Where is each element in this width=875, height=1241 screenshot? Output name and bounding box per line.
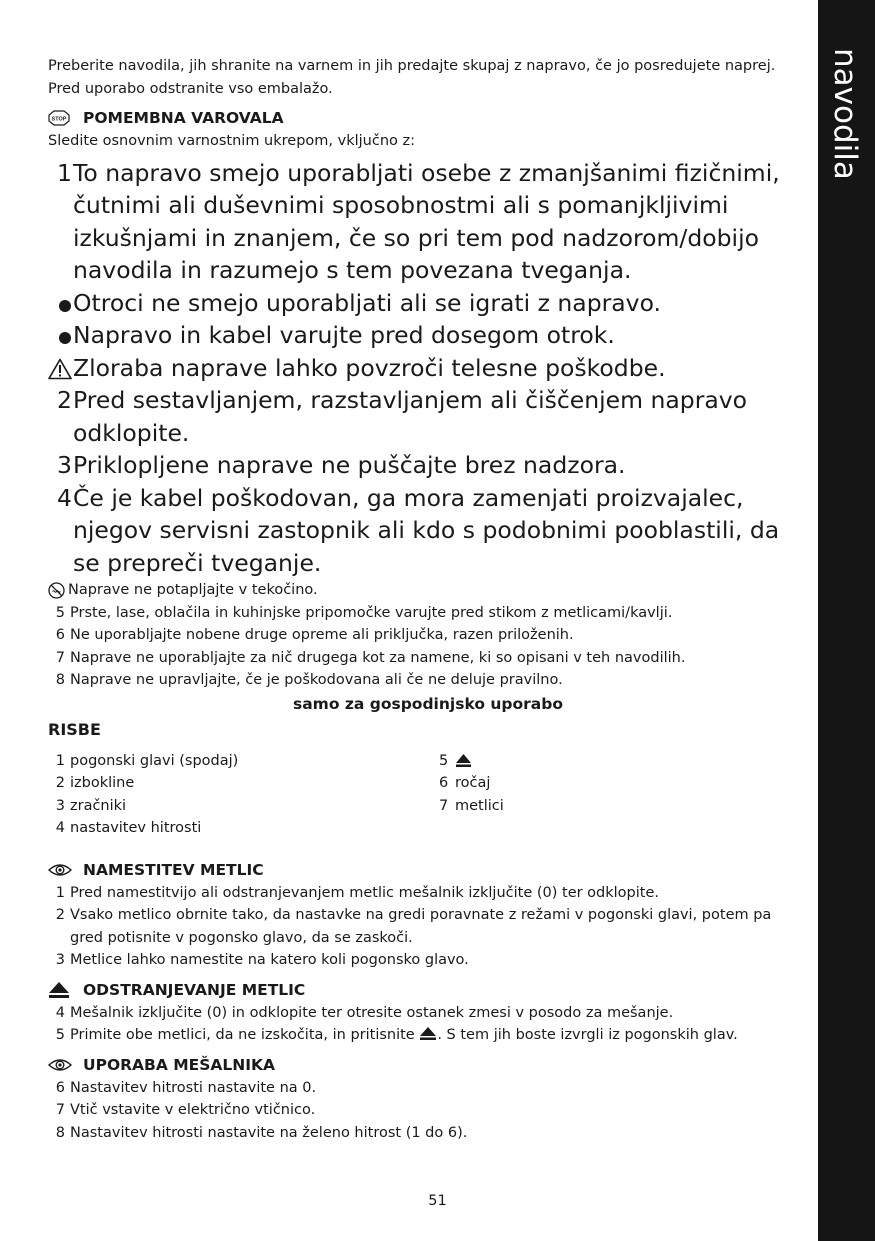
item-text-after: . S tem jih boste izvrgli iz pogonskih glav. (437, 1027, 738, 1043)
item-text: Ne uporabljajte nobene druge opreme ali priključka, razen priloženih. (70, 627, 574, 643)
item-number: 8 (55, 672, 65, 688)
usage-title: UPORABA MEŠALNIKA (83, 1055, 276, 1074)
item-number: 8 (55, 1124, 65, 1141)
list-item (48, 882, 808, 905)
bullet-icon (48, 319, 72, 345)
item-text: Nastavitev hitrosti nastavite na želeno hitrost (1 do 6). (70, 1124, 468, 1141)
removal-title: ODSTRANJEVANJE METLIC (83, 980, 306, 999)
bullet-icon (48, 287, 72, 313)
list-item (48, 1077, 808, 1100)
immersion-note-text: Naprave ne potapljajte v tekočino. (68, 582, 318, 598)
safety-heading (48, 106, 808, 130)
page-number: 51 (428, 1193, 447, 1209)
legend-item (48, 817, 439, 840)
item-text: To napravo smejo uporabljati osebe z zmanjšanimi fizičnimi, čutnimi ali duševnimi sposobnostmi ali s pomanjkljivimi izkušnjami in znanjem, če so pri tem pod nadzorom/dobijo navodila in razumejo s tem povezana tveganja. (73, 158, 780, 284)
item-number: 6 (55, 627, 65, 643)
safety-title: POMEMBNA VAROVALA (83, 109, 284, 127)
removal-heading (48, 978, 808, 1002)
item-number: 6 (439, 775, 449, 791)
fitting-title: NAMESTITEV METLIC (83, 860, 264, 879)
legend-item (439, 772, 808, 795)
item-number: 7 (55, 1102, 65, 1118)
legend-item (48, 772, 439, 795)
removal-list (48, 1002, 808, 1047)
immersion-note (48, 579, 808, 602)
list-item (48, 482, 808, 580)
svg-text:STOP: STOP (51, 116, 67, 123)
no-immersion-icon (48, 579, 68, 599)
item-text: Zloraba naprave lahko povzroči telesne poškodbe. (73, 353, 666, 382)
legend-item (48, 795, 439, 818)
item-number: 1 (55, 884, 65, 901)
fitting-list (48, 882, 808, 972)
item-text: Metlice lahko namestite na katero koli pogonsko glavo. (70, 952, 469, 968)
item-text: Če je kabel poškodovan, ga mora zamenjati proizvajalec, njegov servisni zastopnik ali kdo s podobnimi pooblastili, da se prepreči tveganje. (73, 483, 780, 577)
list-item (48, 157, 808, 287)
usage-list (48, 1077, 808, 1145)
item-text: pogonski glavi (spodaj) (70, 752, 239, 769)
side-tab-label: navodila (827, 48, 863, 180)
item-number: 5 (55, 604, 65, 621)
item-number: 2 (57, 386, 72, 414)
eject-icon (48, 981, 72, 999)
item-text-before: Primite obe metlici, da ne izskočita, in pritisnite (70, 1027, 415, 1043)
item-text: Prste, lase, oblačila in kuhinjske pripomočke varujte pred stikom z metlicami/kavlji. (70, 604, 673, 621)
risbe-left-column (48, 750, 439, 840)
eject-icon (455, 750, 472, 768)
item-text: Vtič vstavite v električno vtičnico. (70, 1102, 316, 1118)
item-number: 2 (55, 907, 65, 923)
list-item (48, 904, 808, 949)
item-text: Naprave ne upravljajte, če je poškodovana ali če ne deluje pravilno. (70, 672, 563, 688)
eye-icon (48, 863, 72, 877)
item-text: Vsako metlico obrnite tako, da nastavke na gredi poravnate z režami v pogonski glavi, potem pa gred potisnite v pogonsko glavo, da se zaskoči. (70, 907, 772, 946)
safety-subtitle: Sledite osnovnim varnostnim ukrepom, vključno z: (48, 133, 415, 149)
legend-item (439, 750, 808, 773)
item-text: zračniki (70, 797, 127, 814)
page-content (48, 55, 808, 1144)
item-number: 2 (55, 775, 65, 791)
item-text: Naprave ne uporabljajte za nič drugega kot za namene, ki so opisani v teh navodilih. (70, 649, 686, 666)
fitting-heading (48, 858, 808, 882)
list-item (48, 384, 808, 449)
eye-icon (48, 1058, 72, 1072)
safety-large-list (48, 157, 808, 580)
list-item (48, 624, 808, 647)
item-text: Napravo in kabel varujte pred dosegom otrok. (73, 321, 615, 349)
risbe-right-column (439, 750, 808, 840)
item-number: 7 (439, 797, 449, 814)
intro-text: Preberite navodila, jih shranite na varnem in jih predajte skupaj z napravo, če jo posredujete naprej. Pred uporabo odstranite vso embalažo. (48, 58, 776, 97)
item-number: 3 (57, 451, 72, 479)
item-number: 5 (439, 752, 449, 769)
list-item (48, 449, 808, 482)
item-number: 4 (55, 820, 65, 836)
list-item (48, 669, 808, 692)
list-item (48, 1099, 808, 1122)
item-number: 6 (55, 1079, 65, 1096)
list-item (48, 319, 808, 352)
item-text: Pred namestitvijo ali odstranjevanjem metlic mešalnik izključite (0) ter odklopite. (70, 884, 660, 901)
risbe-legend (48, 750, 808, 840)
list-item (48, 1002, 808, 1025)
warning-icon (48, 352, 72, 380)
usage-heading (48, 1053, 808, 1077)
item-text: Otroci ne smejo uporabljati ali se igrati z napravo. (73, 288, 662, 317)
item-text: Pred sestavljanjem, razstavljanjem ali čiščenjem napravo odklopite. (73, 386, 748, 447)
safety-small-list (48, 602, 808, 692)
eject-icon (419, 1026, 437, 1041)
item-text: Mešalnik izklјučite (0) in odklopite ter otresite ostanek zmesi v posodo za mešanje. (70, 1004, 674, 1021)
item-number: 4 (55, 1004, 65, 1021)
item-number: 1 (55, 752, 65, 769)
list-item (48, 1122, 808, 1145)
item-number: 1 (57, 158, 72, 187)
item-text: nastavitev hitrosti (70, 820, 202, 836)
item-text: Priklopljene naprave ne puščajte brez nadzora. (73, 451, 626, 479)
list-item (48, 352, 808, 385)
item-text: Nastavitev hitrosti nastavite na 0. (70, 1079, 317, 1096)
list-item (48, 1024, 808, 1047)
item-number: 4 (57, 483, 72, 512)
list-item (48, 647, 808, 670)
list-item (48, 287, 808, 320)
stop-icon (48, 110, 72, 126)
list-item (48, 949, 808, 972)
household-only-note: samo za gospodinjsko uporabo (292, 694, 564, 713)
item-number: 7 (55, 649, 65, 666)
legend-item (439, 795, 808, 818)
item-number: 3 (55, 797, 65, 814)
item-number: 3 (55, 952, 65, 968)
legend-item (48, 750, 439, 773)
list-item (48, 602, 808, 625)
item-text: ročaj (455, 775, 491, 791)
item-text: izbokline (70, 775, 135, 791)
item-number: 5 (55, 1027, 65, 1043)
item-text: metlici (455, 797, 504, 814)
risbe-title: RISBE (48, 719, 101, 739)
